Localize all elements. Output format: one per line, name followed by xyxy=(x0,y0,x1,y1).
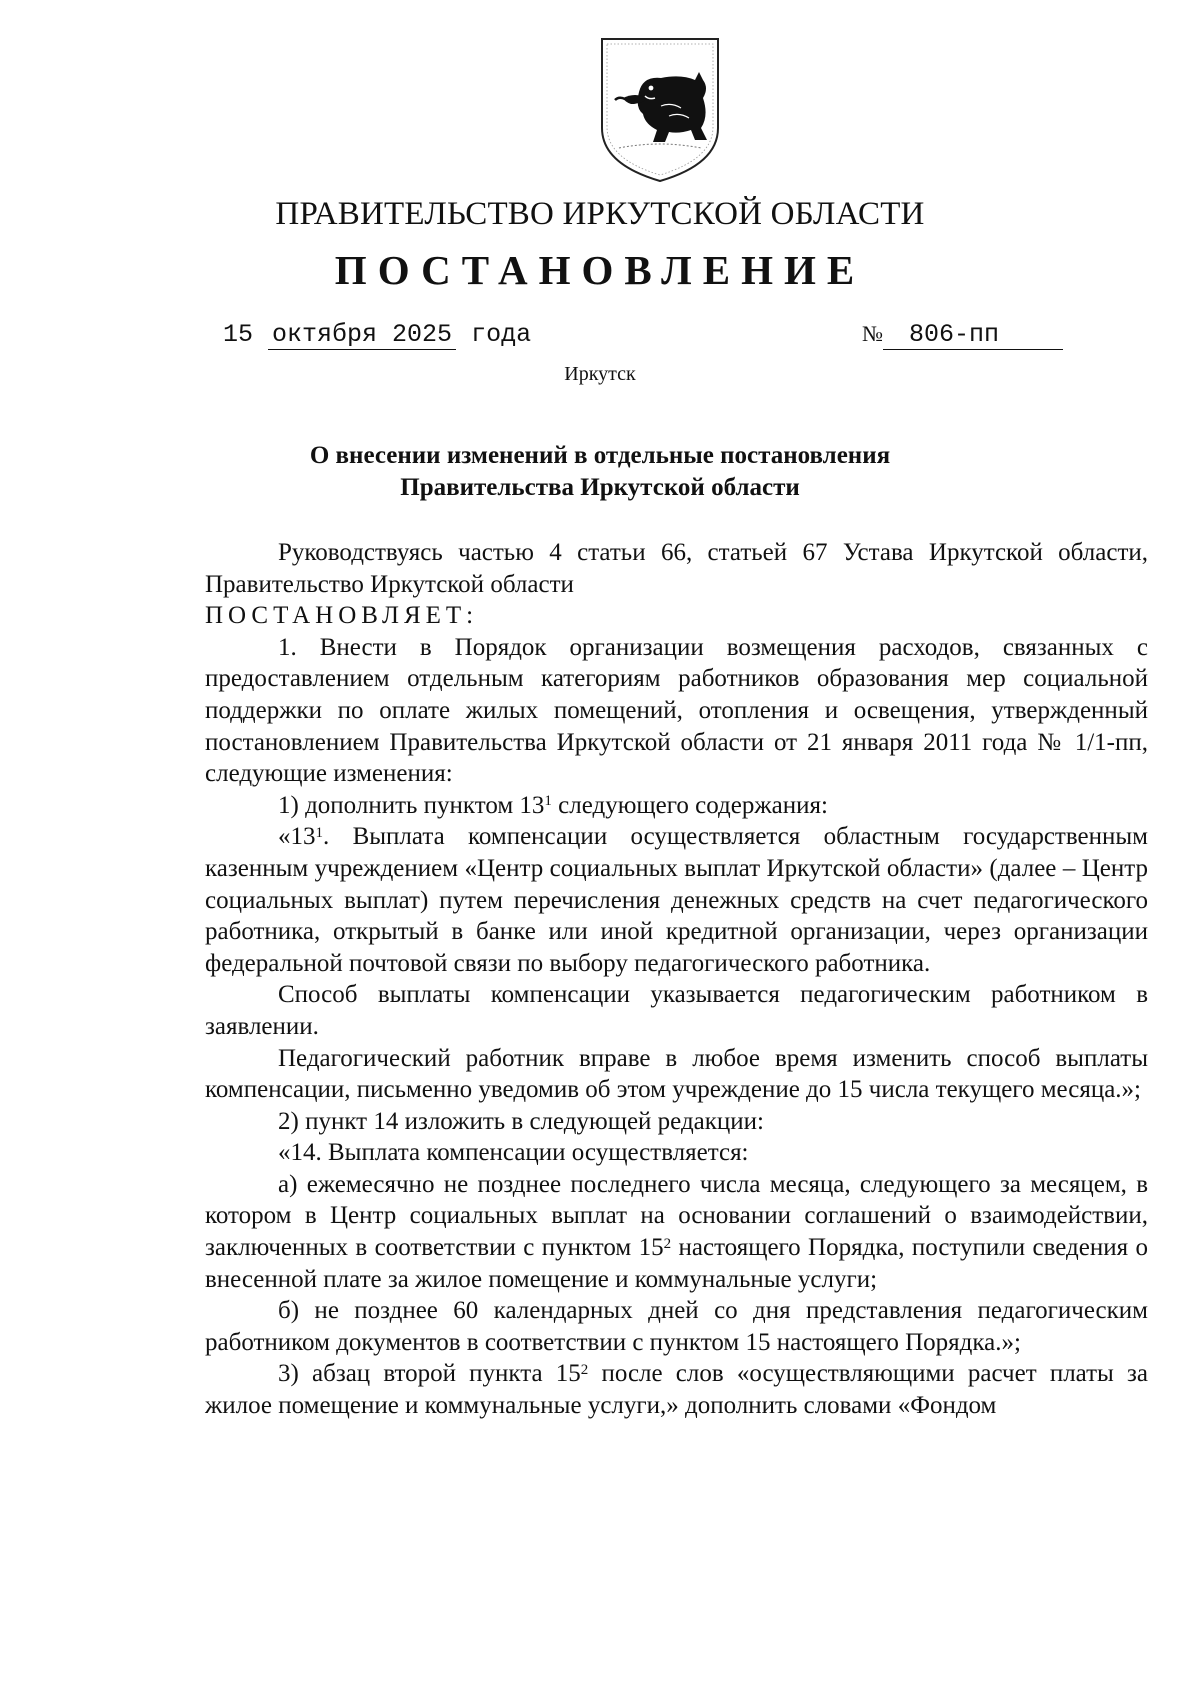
document-date xyxy=(223,320,531,350)
quote-13-1-start: «13 xyxy=(278,823,316,851)
subitem-3-text-end: после слов «осуществляющими расчет платы за жилое помещение и коммунальные услуги,» дополнить словами «Фондом xyxy=(205,1360,1148,1420)
superscript: 1 xyxy=(544,793,552,810)
point-14-paragraph: «14. Выплата компенсации осуществляется: xyxy=(278,1139,749,1167)
subitem-1-text-end: следующего содержания: xyxy=(551,791,828,819)
document-subject xyxy=(0,440,1200,504)
document-body xyxy=(205,537,1148,1422)
number-value: 806-пп xyxy=(883,320,1063,350)
subitem-2-paragraph: 2) пункт 14 изложить в следующей редакции: xyxy=(278,1107,764,1135)
method-change-paragraph: Педагогический работник вправе в любое время изменить способ выплаты компенсации, письменно уведомив об этом учреждение до 15 числа текущего месяца.»; xyxy=(205,1044,1148,1104)
point-14a-text-end: настоящего Порядка, поступили сведения о внесенной плате за жилое помещение и коммунальные услуги; xyxy=(205,1234,1148,1293)
subitem-3-text: 3) абзац второй пункта 15 xyxy=(278,1360,581,1388)
date-month-year: октября 2025 xyxy=(268,320,456,350)
subitem-1-paragraph xyxy=(205,790,1148,822)
item-1-paragraph: 1. Внести в Порядок организации возмещения расходов, связанных с предоставлением отдельным категориям работников образования мер социальной поддержки по оплате жилых помещений, отопления и освещения, утвержденный постановлением Правительства Иркутской области от 21 января 2011 года № 1/1-пп, следующие изменения: xyxy=(205,633,1148,788)
point-14a-paragraph xyxy=(205,1169,1148,1295)
number-sign: № xyxy=(862,321,883,346)
superscript: 2 xyxy=(580,1362,589,1379)
date-day: 15 xyxy=(223,320,254,349)
point-14a-text: а) ежемесячно не позднее последнего числа месяца, следующего за месяцем, в котором в Центр социальных выплат на основании соглашений о взаимодействии, заключенных в соответствии с пунктом 15 xyxy=(205,1170,1148,1262)
point-14b-paragraph: б) не позднее 60 календарных дней со дня представления педагогическим работником документов в соответствии с пунктом 15 настоящего Порядка.»; xyxy=(205,1297,1148,1356)
superscript: 2 xyxy=(663,1235,672,1252)
document-type-title: ПОСТАНОВЛЕНИЕ xyxy=(334,247,866,293)
document-number xyxy=(862,320,1063,350)
superscript: 1 xyxy=(315,825,323,842)
resolves-word: ПОСТАНОВЛЯЕТ: xyxy=(205,602,479,630)
quote-13-1-text: . Выплата компенсации осуществляется областным государственным казенным учреждением «Центр социальных выплат Иркутской области» (далее – Центр социальных выплат) путем перечисления денежных средств на счет педагогического работника, открытый в банке или иной кредитной организации, через организации федеральной почтовой связи по выбору педагогического работника. xyxy=(205,823,1148,977)
government-title: ПРАВИТЕЛЬСТВО ИРКУТСКОЙ ОБЛАСТИ xyxy=(275,196,925,232)
irkutsk-babr-icon xyxy=(599,36,721,184)
date-suffix: года xyxy=(471,320,532,349)
subject-line-1: О внесении изменений в отдельные постановления xyxy=(309,442,891,469)
subitem-1-text: 1) дополнить пунктом 13 xyxy=(278,791,545,819)
payment-method-paragraph: Способ выплаты компенсации указывается педагогическим работником в заявлении. xyxy=(205,981,1148,1040)
subject-line-2: Правительства Иркутской области xyxy=(400,474,800,501)
subitem-3-paragraph xyxy=(205,1358,1148,1421)
preamble-paragraph: Руководствуясь частью 4 статьи 66, статьей 67 Устава Иркутской области, Правительство Иркутской области xyxy=(205,539,1148,598)
coat-of-arms-emblem xyxy=(599,36,721,184)
city-name: Иркутск xyxy=(564,363,636,385)
quote-13-1-paragraph xyxy=(205,821,1148,979)
